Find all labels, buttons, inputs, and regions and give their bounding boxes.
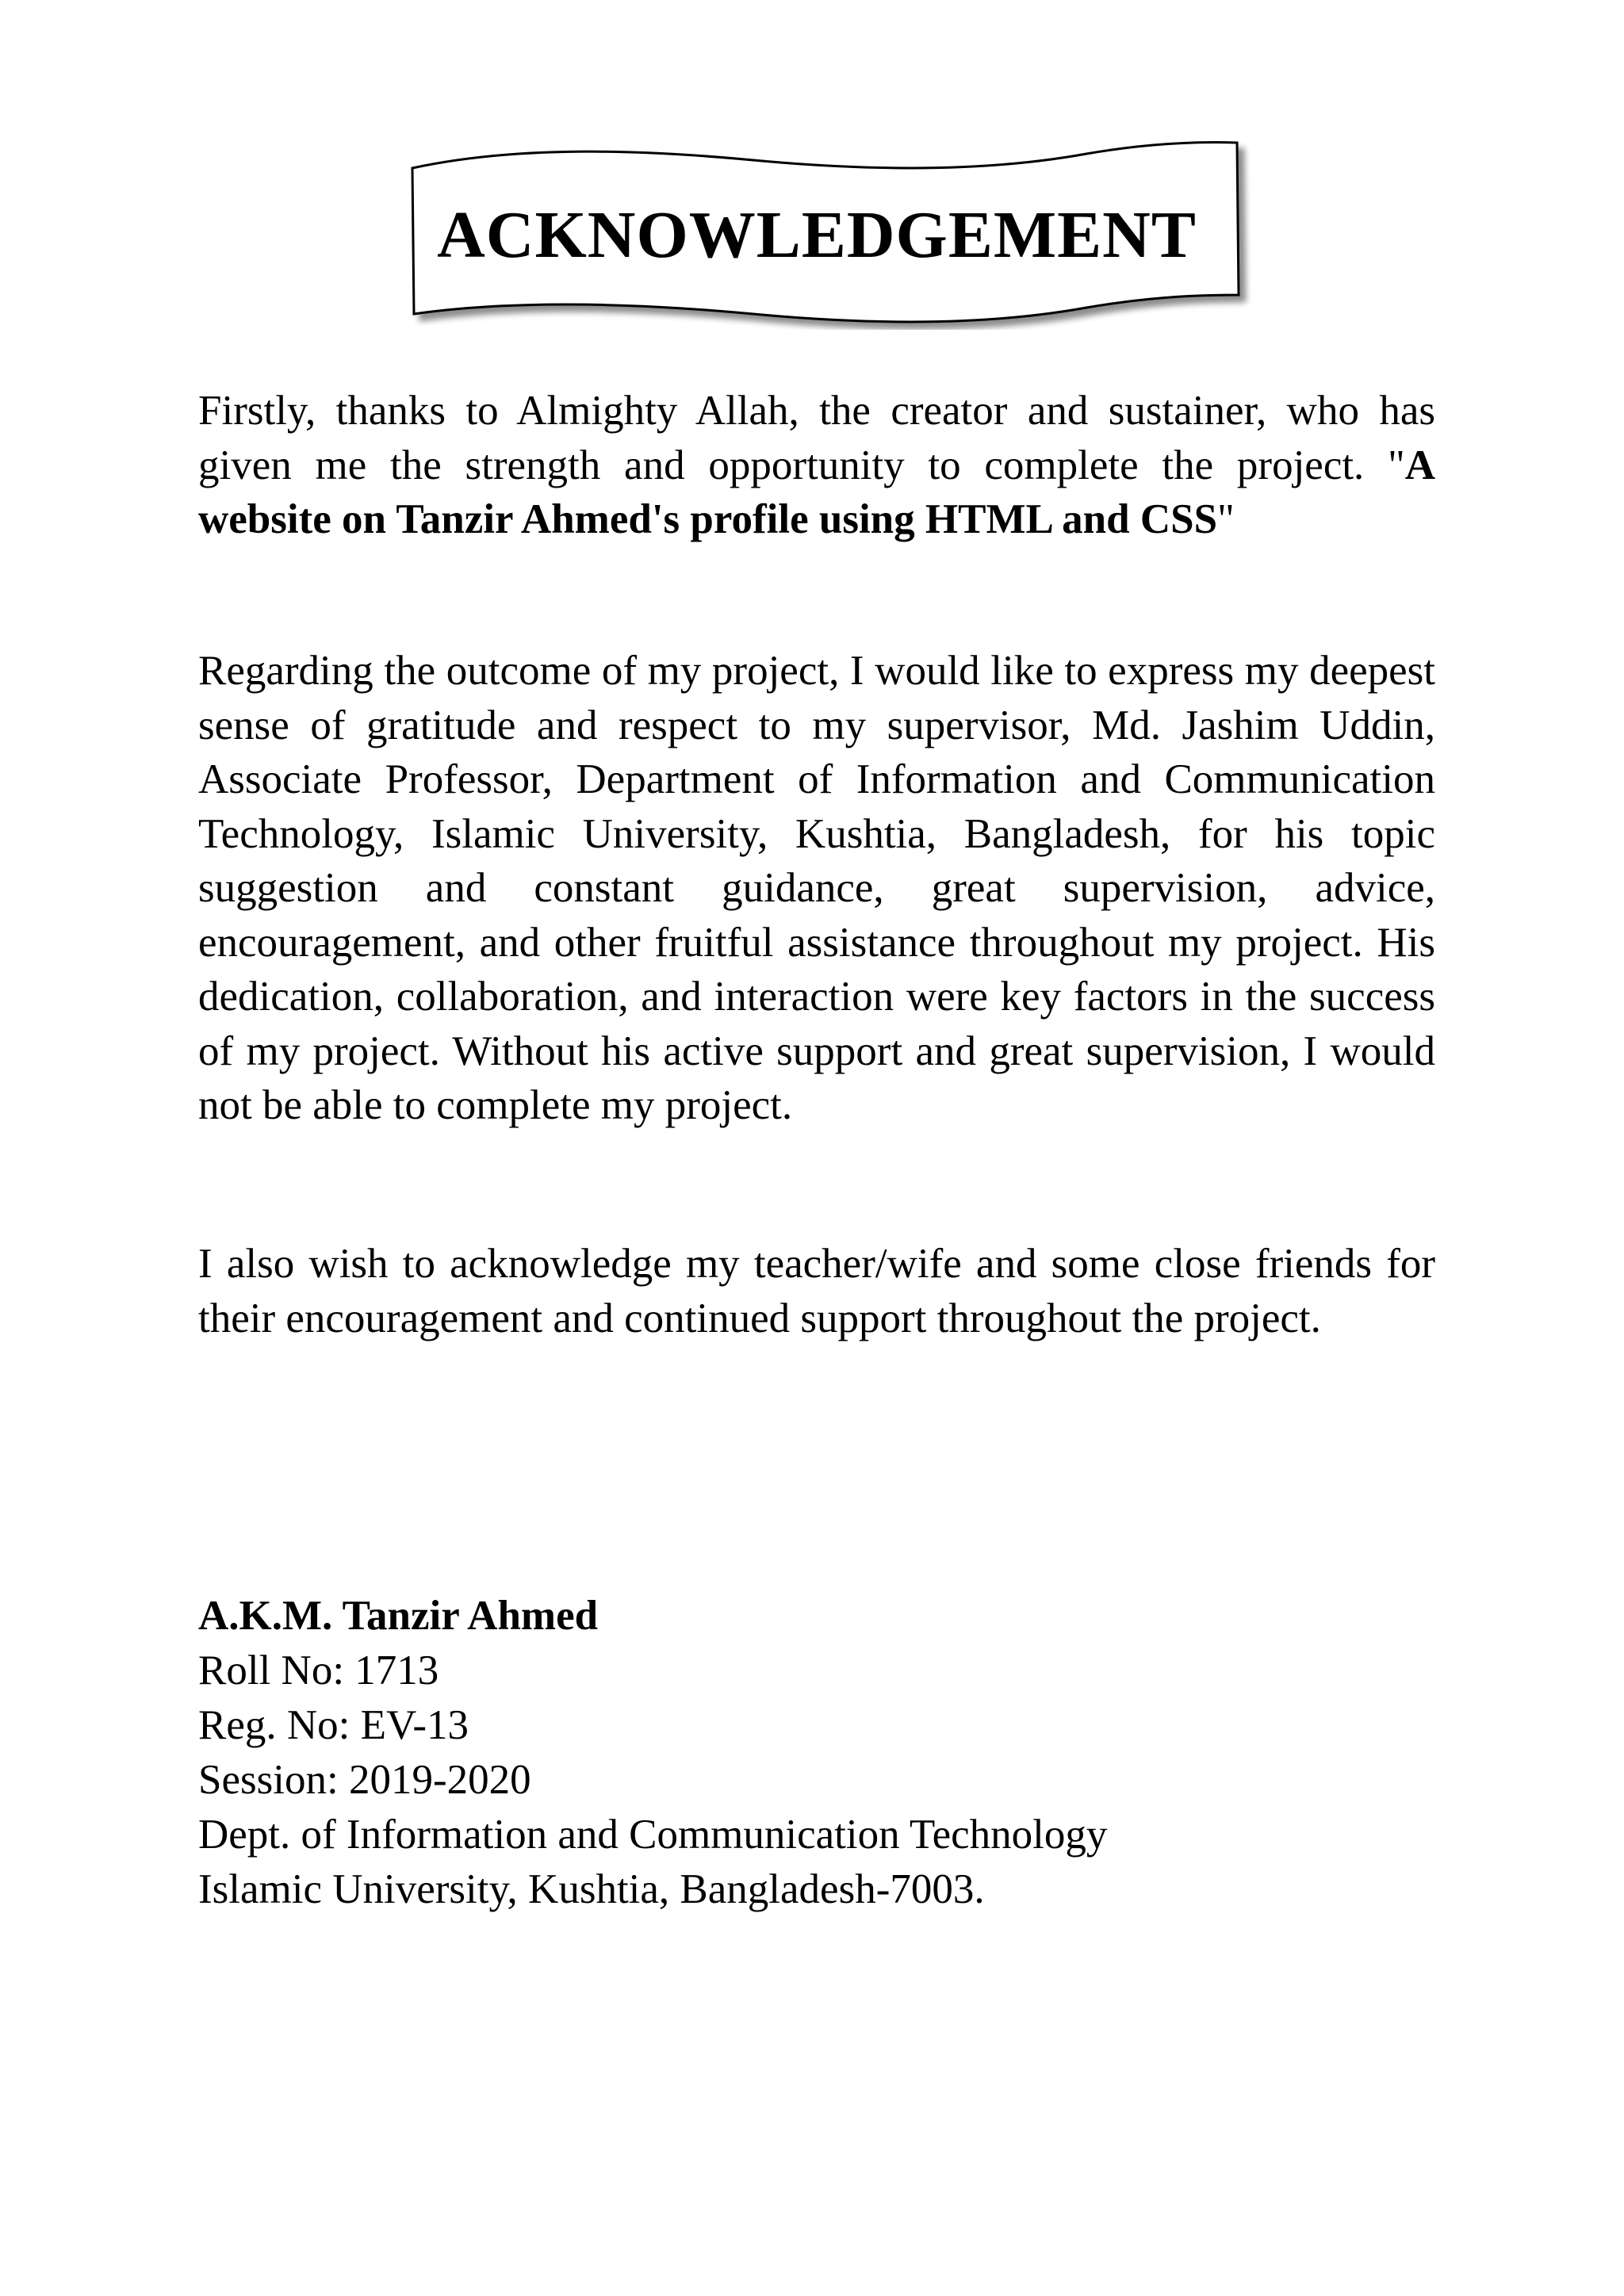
friends-paragraph: I also wish to acknowledge my teacher/wife and some close friends for their encouragement and continued support throughout the project. [198,1241,1435,1341]
author-name: A.K.M. Tanzir Ahmed [198,1593,599,1639]
university: Islamic University, Kushtia, Bangladesh-7003. [198,1866,985,1912]
gratitude-paragraph: Regarding the outcome of my project, I would like to express my deepest sense of gratitude and respect to my supervisor, Md. Jashim Uddin, Associate Professor, Department of Information and Communication Technology, Islamic University, Kushtia, Bangladesh, for his topic suggestion and constant guidance, great supervision, advice, encouragement, and other fruitful assistance throughout my project. His dedication, collaboration, and interaction were key factors in the success of my project. Without his active support and great supervision, I would not be able to complete my project. [198,648,1435,1128]
intro-paragraph [198,384,1435,547]
signature-block [198,1589,1435,1917]
session: Session: 2019-2020 [198,1757,531,1803]
page-title: ACKNOWLEDGEMENT [437,198,1197,272]
department: Dept. of Information and Communication Technology [198,1812,1108,1858]
roll-number: Roll No: 1713 [198,1647,439,1693]
heading-banner [396,140,1253,330]
reg-number: Reg. No: EV-13 [198,1702,469,1748]
intro-closing-quote: " [1217,496,1235,542]
intro-text: Firstly, thanks to Almighty Allah, the creator and sustainer, who has given me the strength and opportunity to complete the project. " [198,388,1435,488]
project-title: A website on Tanzir Ahmed's profile using HTML and CSS [198,442,1435,542]
